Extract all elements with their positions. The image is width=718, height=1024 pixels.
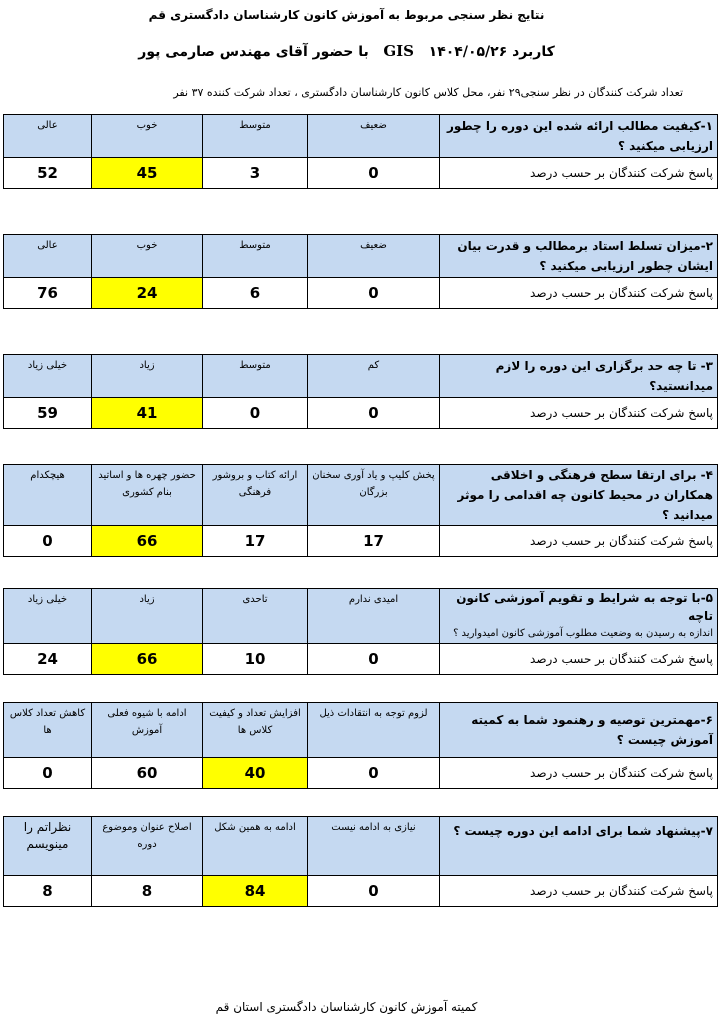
option-3: ادامه با شیوه فعلی آموزش [92,703,203,758]
survey-meta: تعداد شرکت کنندگان در نظر سنجی۲۹ نفر، محل کلاس کانون کارشناسان دادگستری ، تعداد شرکت کننده ۳۷ نفر [173,86,683,99]
value-2: 3 [203,158,308,189]
value-4: 0 [4,526,92,557]
option-4: کاهش تعداد کلاس ها [4,703,92,758]
question-table-2 [3,234,718,309]
option-1: امیدی ندارم [308,589,440,644]
answer-label: پاسخ شرکت کنندگان بر حسب درصد [440,398,718,429]
question-text: ۶-مهمترین توصیه و رهنمود شما به کمیته آموزش چیست ؟ [440,703,718,758]
value-2: 6 [203,278,308,309]
course-subtitle [0,42,693,60]
option-2: ارائه کتاب و بروشور فرهنگی [203,465,308,526]
option-2: افزایش تعداد و کیفیت کلاس ها [203,703,308,758]
question-text [440,589,718,644]
value-2: 0 [203,398,308,429]
option-2: متوسط [203,235,308,278]
value-4: 59 [4,398,92,429]
question-text: ۳- تا چه حد برگزاری این دوره را لازم میدانستید؟ [440,355,718,398]
option-3: زیاد [92,589,203,644]
value-2-highlighted: 84 [203,876,308,907]
value-2: 10 [203,644,308,675]
footer-committee: کمیته آموزش کانون کارشناسان دادگستری استان قم [215,1000,478,1014]
option-3: زیاد [92,355,203,398]
question-table-5 [3,588,718,675]
option-3: خوب [92,115,203,158]
value-1: 0 [308,876,440,907]
question-text-line-2: اندازه به رسیدن به وضعیت مطلوب آموزشی کانون امیدوارید ؟ [453,628,713,639]
option-3: خوب [92,235,203,278]
option-1: کم [308,355,440,398]
option-1: نیازی به ادامه نیست [308,817,440,876]
answer-label: پاسخ شرکت کنندگان بر حسب درصد [440,758,718,789]
question-text-line-1: ۵-با توجه به شرایط و تقویم آموزشی کانون تاچه [456,591,713,623]
option-2: متوسط [203,355,308,398]
option-4: عالی [4,235,92,278]
question-text: ۲-میزان تسلط استاد برمطالب و قدرت بیان ایشان چطور ارزیابی میکنید ؟ [440,235,718,278]
value-3-highlighted: 41 [92,398,203,429]
subtitle-gis: GIS [383,42,415,60]
value-3-highlighted: 66 [92,644,203,675]
value-4: 52 [4,158,92,189]
option-2: تاحدی [203,589,308,644]
value-4: 8 [4,876,92,907]
value-3: 60 [92,758,203,789]
option-1: ضعیف [308,115,440,158]
option-4: هیچکدام [4,465,92,526]
subtitle-date: ۱۴۰۴/۰۵/۲۶ [428,44,508,60]
question-text: ۱-کیفیت مطالب ارائه شده این دوره را چطور ارزیابی میکنید ؟ [440,115,718,158]
value-4: 24 [4,644,92,675]
question-table-3 [3,354,718,429]
answer-label: پاسخ شرکت کنندگان بر حسب درصد [440,644,718,675]
value-1: 0 [308,398,440,429]
value-2: 17 [203,526,308,557]
option-1: پخش کلیپ و یاد آوری سخنان بزرگان [308,465,440,526]
value-1: 17 [308,526,440,557]
question-table-6 [3,702,718,789]
value-1: 0 [308,644,440,675]
value-1: 0 [308,158,440,189]
option-4: خیلی زیاد [4,355,92,398]
value-3-highlighted: 45 [92,158,203,189]
value-2-highlighted: 40 [203,758,308,789]
option-3: اصلاح عنوان وموضوع دوره [92,817,203,876]
subtitle-prefix: کاربرد [512,44,555,60]
document-title: نتایج نظر سنجی مربوط به آموزش کانون کارشناسان دادگستری قم [148,8,545,22]
value-4: 0 [4,758,92,789]
answer-label: پاسخ شرکت کنندگان بر حسب درصد [440,158,718,189]
value-1: 0 [308,278,440,309]
option-1: لزوم توجه به انتقادات ذیل [308,703,440,758]
answer-label: پاسخ شرکت کنندگان بر حسب درصد [440,278,718,309]
answer-label: پاسخ شرکت کنندگان بر حسب درصد [440,526,718,557]
option-4: نظراتم را مینویسم [4,817,92,876]
value-3: 8 [92,876,203,907]
option-2: ادامه به همین شکل [203,817,308,876]
value-1: 0 [308,758,440,789]
subtitle-suffix: با حضور آقای مهندس صارمی پور [138,44,369,60]
value-3-highlighted: 66 [92,526,203,557]
option-4: خیلی زیاد [4,589,92,644]
answer-label: پاسخ شرکت کنندگان بر حسب درصد [440,876,718,907]
option-2: متوسط [203,115,308,158]
option-4: عالی [4,115,92,158]
question-table-1 [3,114,718,189]
value-3-highlighted: 24 [92,278,203,309]
option-1: ضعیف [308,235,440,278]
question-text: ۷-پیشنهاد شما برای ادامه این دوره چیست ؟ [440,817,718,876]
question-text: ۴- برای ارتقا سطح فرهنگی و اخلاقی همکاران در محیط کانون چه اقدامی را موثر میدانید ؟ [440,465,718,526]
option-3: حضور چهره ها و اساتید بنام کشوری [92,465,203,526]
question-table-4 [3,464,718,557]
value-4: 76 [4,278,92,309]
question-table-7 [3,816,718,907]
